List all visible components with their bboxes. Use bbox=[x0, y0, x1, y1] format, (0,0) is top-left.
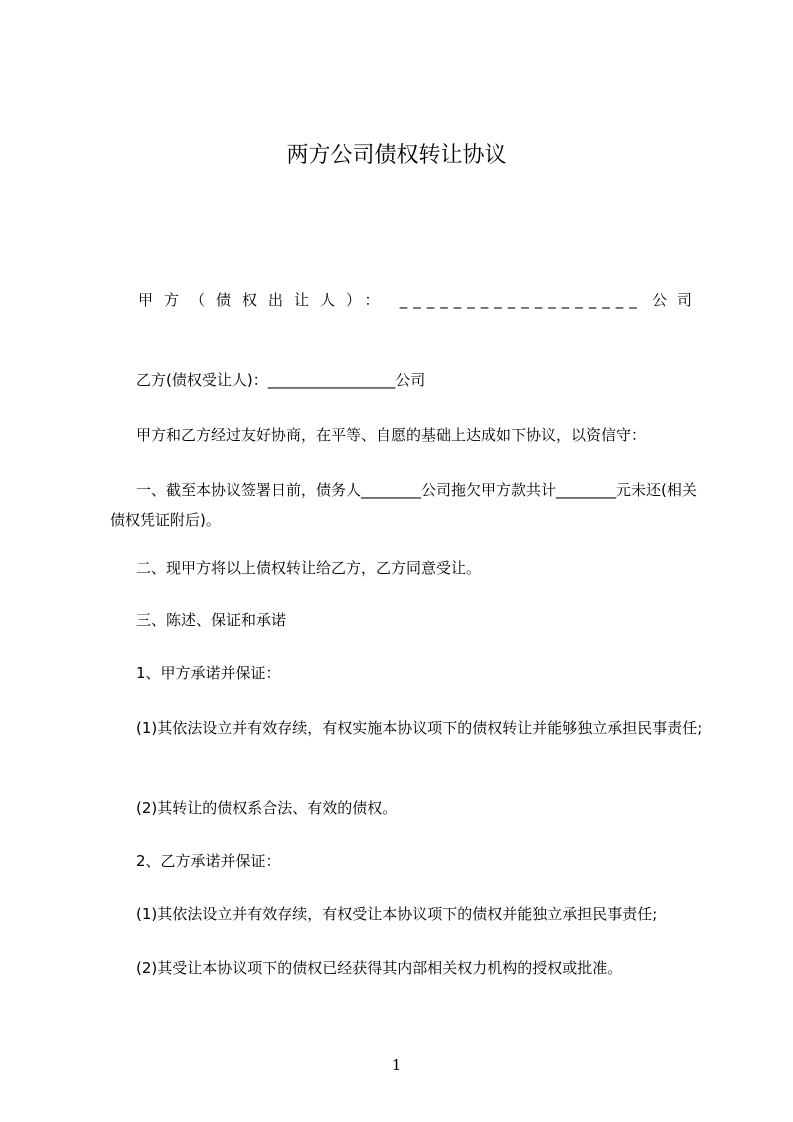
party-a-blank: __________________ bbox=[399, 291, 643, 309]
sub-clause-1-item-2: (2)其转让的债权系合法、有效的债权。 bbox=[136, 799, 398, 817]
sub-clause-2-item-1: (1)其依法设立并有效存续，有权受让本协议项下的债权并能独立承担民事责任; bbox=[136, 905, 658, 923]
party-a-label: 甲方（债权出让人）： bbox=[138, 291, 391, 309]
clause-1: 一、截至本协议签署日前，债务人________公司拖欠甲方款共计________元未还(相关债权凭证附后)。 bbox=[110, 481, 697, 529]
clause-2: 二、现甲方将以上债权转让给乙方，乙方同意受让。 bbox=[136, 559, 482, 577]
page-number: 1 bbox=[391, 1056, 402, 1074]
sub-clause-1-heading: 1、甲方承诺并保证： bbox=[136, 664, 281, 682]
clause-3: 三、陈述、保证和承诺 bbox=[136, 611, 287, 629]
party-b-line: 乙方(债权受让人)：_________________公司 bbox=[136, 371, 426, 389]
sub-clause-2-heading: 2、乙方承诺并保证： bbox=[136, 852, 281, 870]
party-a-suffix: 公司 bbox=[651, 291, 702, 309]
sub-clause-1-item-1: (1)其依法设立并有效存续，有权实施本协议项下的债权转让并能够独立承担民事责任; bbox=[136, 719, 703, 737]
sub-clause-2-item-2: (2)其受让本协议项下的债权已经获得其内部相关权力机构的授权或批准。 bbox=[136, 959, 623, 977]
document-title: 两方公司债权转让协议 bbox=[286, 143, 507, 168]
party-a-line bbox=[138, 288, 702, 312]
intro-paragraph: 甲方和乙方经过友好协商，在平等、自愿的基础上达成如下协议，以资信守： bbox=[136, 426, 647, 444]
